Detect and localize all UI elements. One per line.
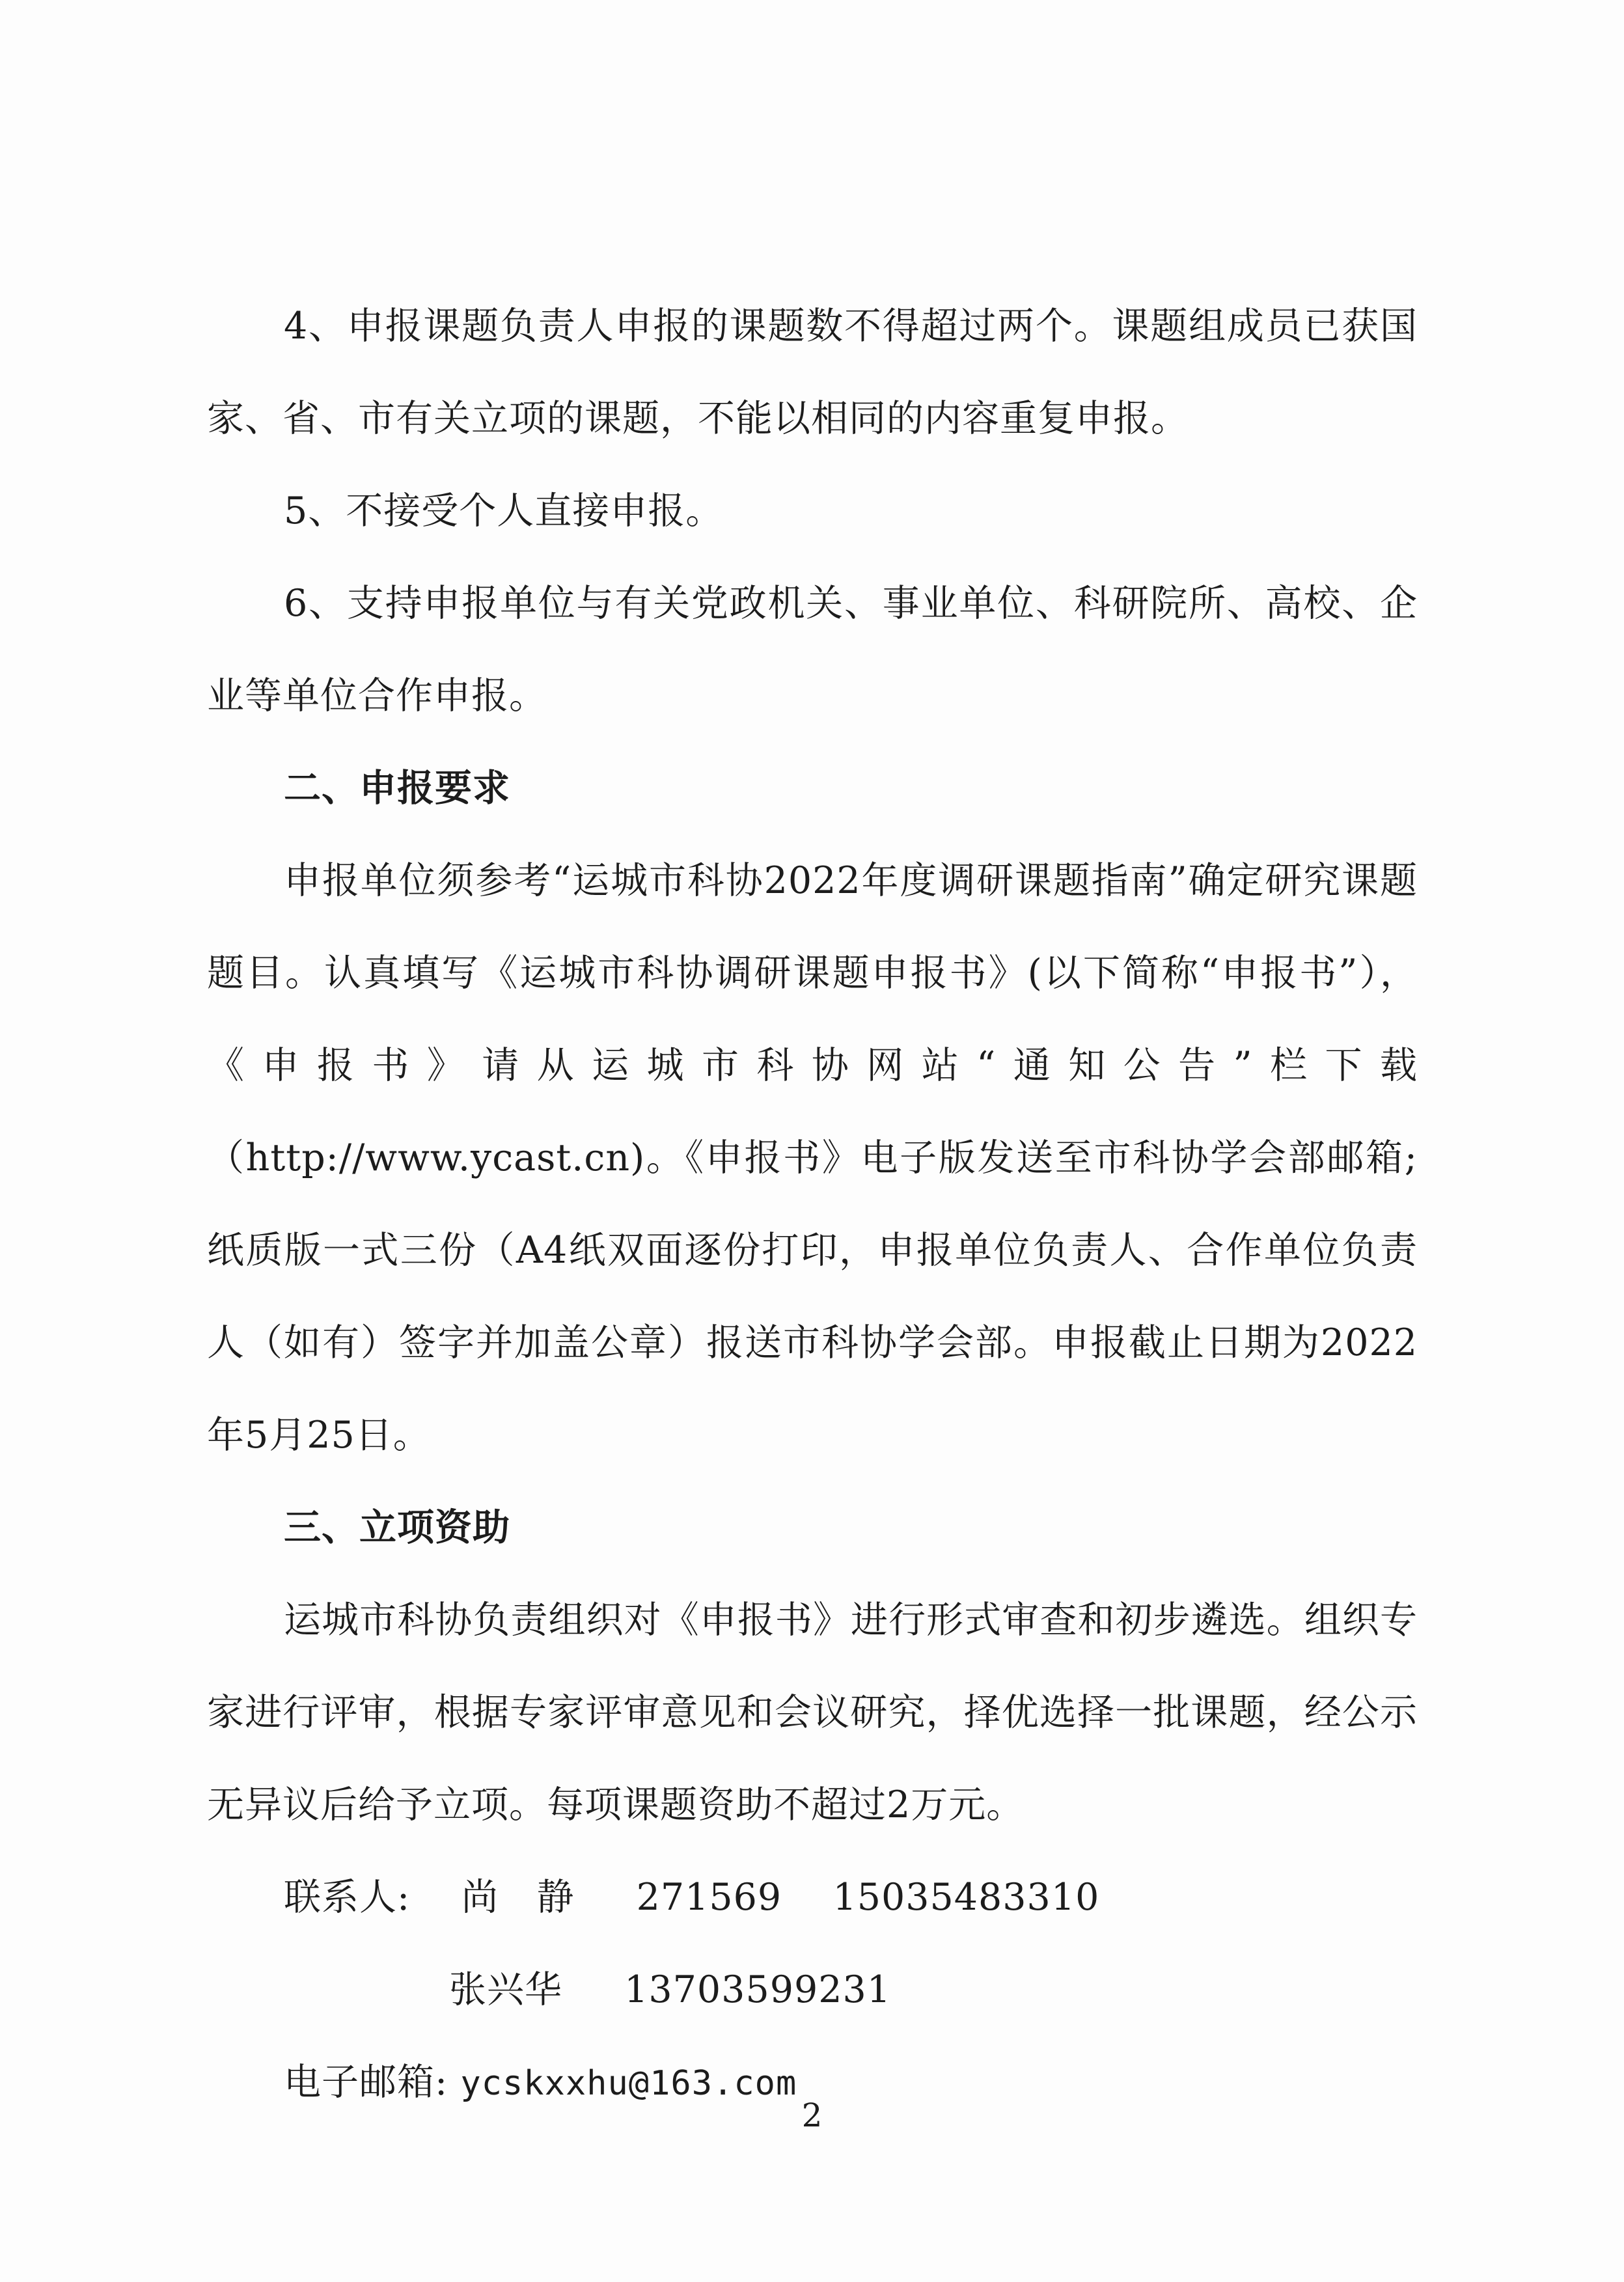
contact-name-1: 尚 静 [461,1876,575,1919]
paragraph-item-4: 4、申报课题负责人申报的课题数不得超过两个。课题组成员已获国家、省、市有关立项的课题，不能以相同的内容重复申报。 [207,305,1418,440]
contact-mobile-2: 13703599231 [624,1968,892,2011]
paragraph-item-6: 6、支持申报单位与有关党政机关、事业单位、科研院所、高校、企业等单位合作申报。 [207,582,1418,717]
contact-mobile-1: 15035483310 [833,1876,1100,1919]
paragraph-item-5: 5、不接受个人直接申报。 [284,489,724,532]
section-body-requirements: 申报单位须参考“运城市科协2022年度调研课题指南”确定研究课题题目。认真填写《运城市科协调研课题申报书》(以下简称“申报书”），《申报书》请从运城市科协网站“通知公告”栏下载（http://www.ycast.cn)。《申报书》电子版发送至市科协学会部邮箱;纸质版一式三份（A4纸双面逐份打印，申报单位负责人、合作单位负责人（如有）签字并加盖公章）报送市科协学会部。申报截止日期为2022年5月25日。 [207,859,1418,1457]
document-body [207,280,1418,2130]
section-heading-requirements: 二、申报要求 [284,767,510,810]
section-heading-funding: 三、立项资助 [284,1506,510,1549]
email-address[interactable]: ycskxxhu@163.com [460,2064,797,2103]
email-label: 电子邮箱: [284,2061,448,2104]
contact-label: 联系人: [284,1876,411,1919]
contact-phone-ext-1: 271569 [636,1876,782,1919]
section-body-funding: 运城市科协负责组织对《申报书》进行形式审查和初步遴选。组织专家进行评审，根据专家评审意见和会议研究，择优选择一批课题，经公示无异议后给予立项。每项课题资助不超过2万元。 [207,1599,1418,1826]
contact-name-2: 张兴华 [449,1968,562,2011]
contact-line-1 [207,1851,1418,1944]
contact-line-2 [207,1944,1418,2036]
page-number: 2 [801,2096,823,2134]
